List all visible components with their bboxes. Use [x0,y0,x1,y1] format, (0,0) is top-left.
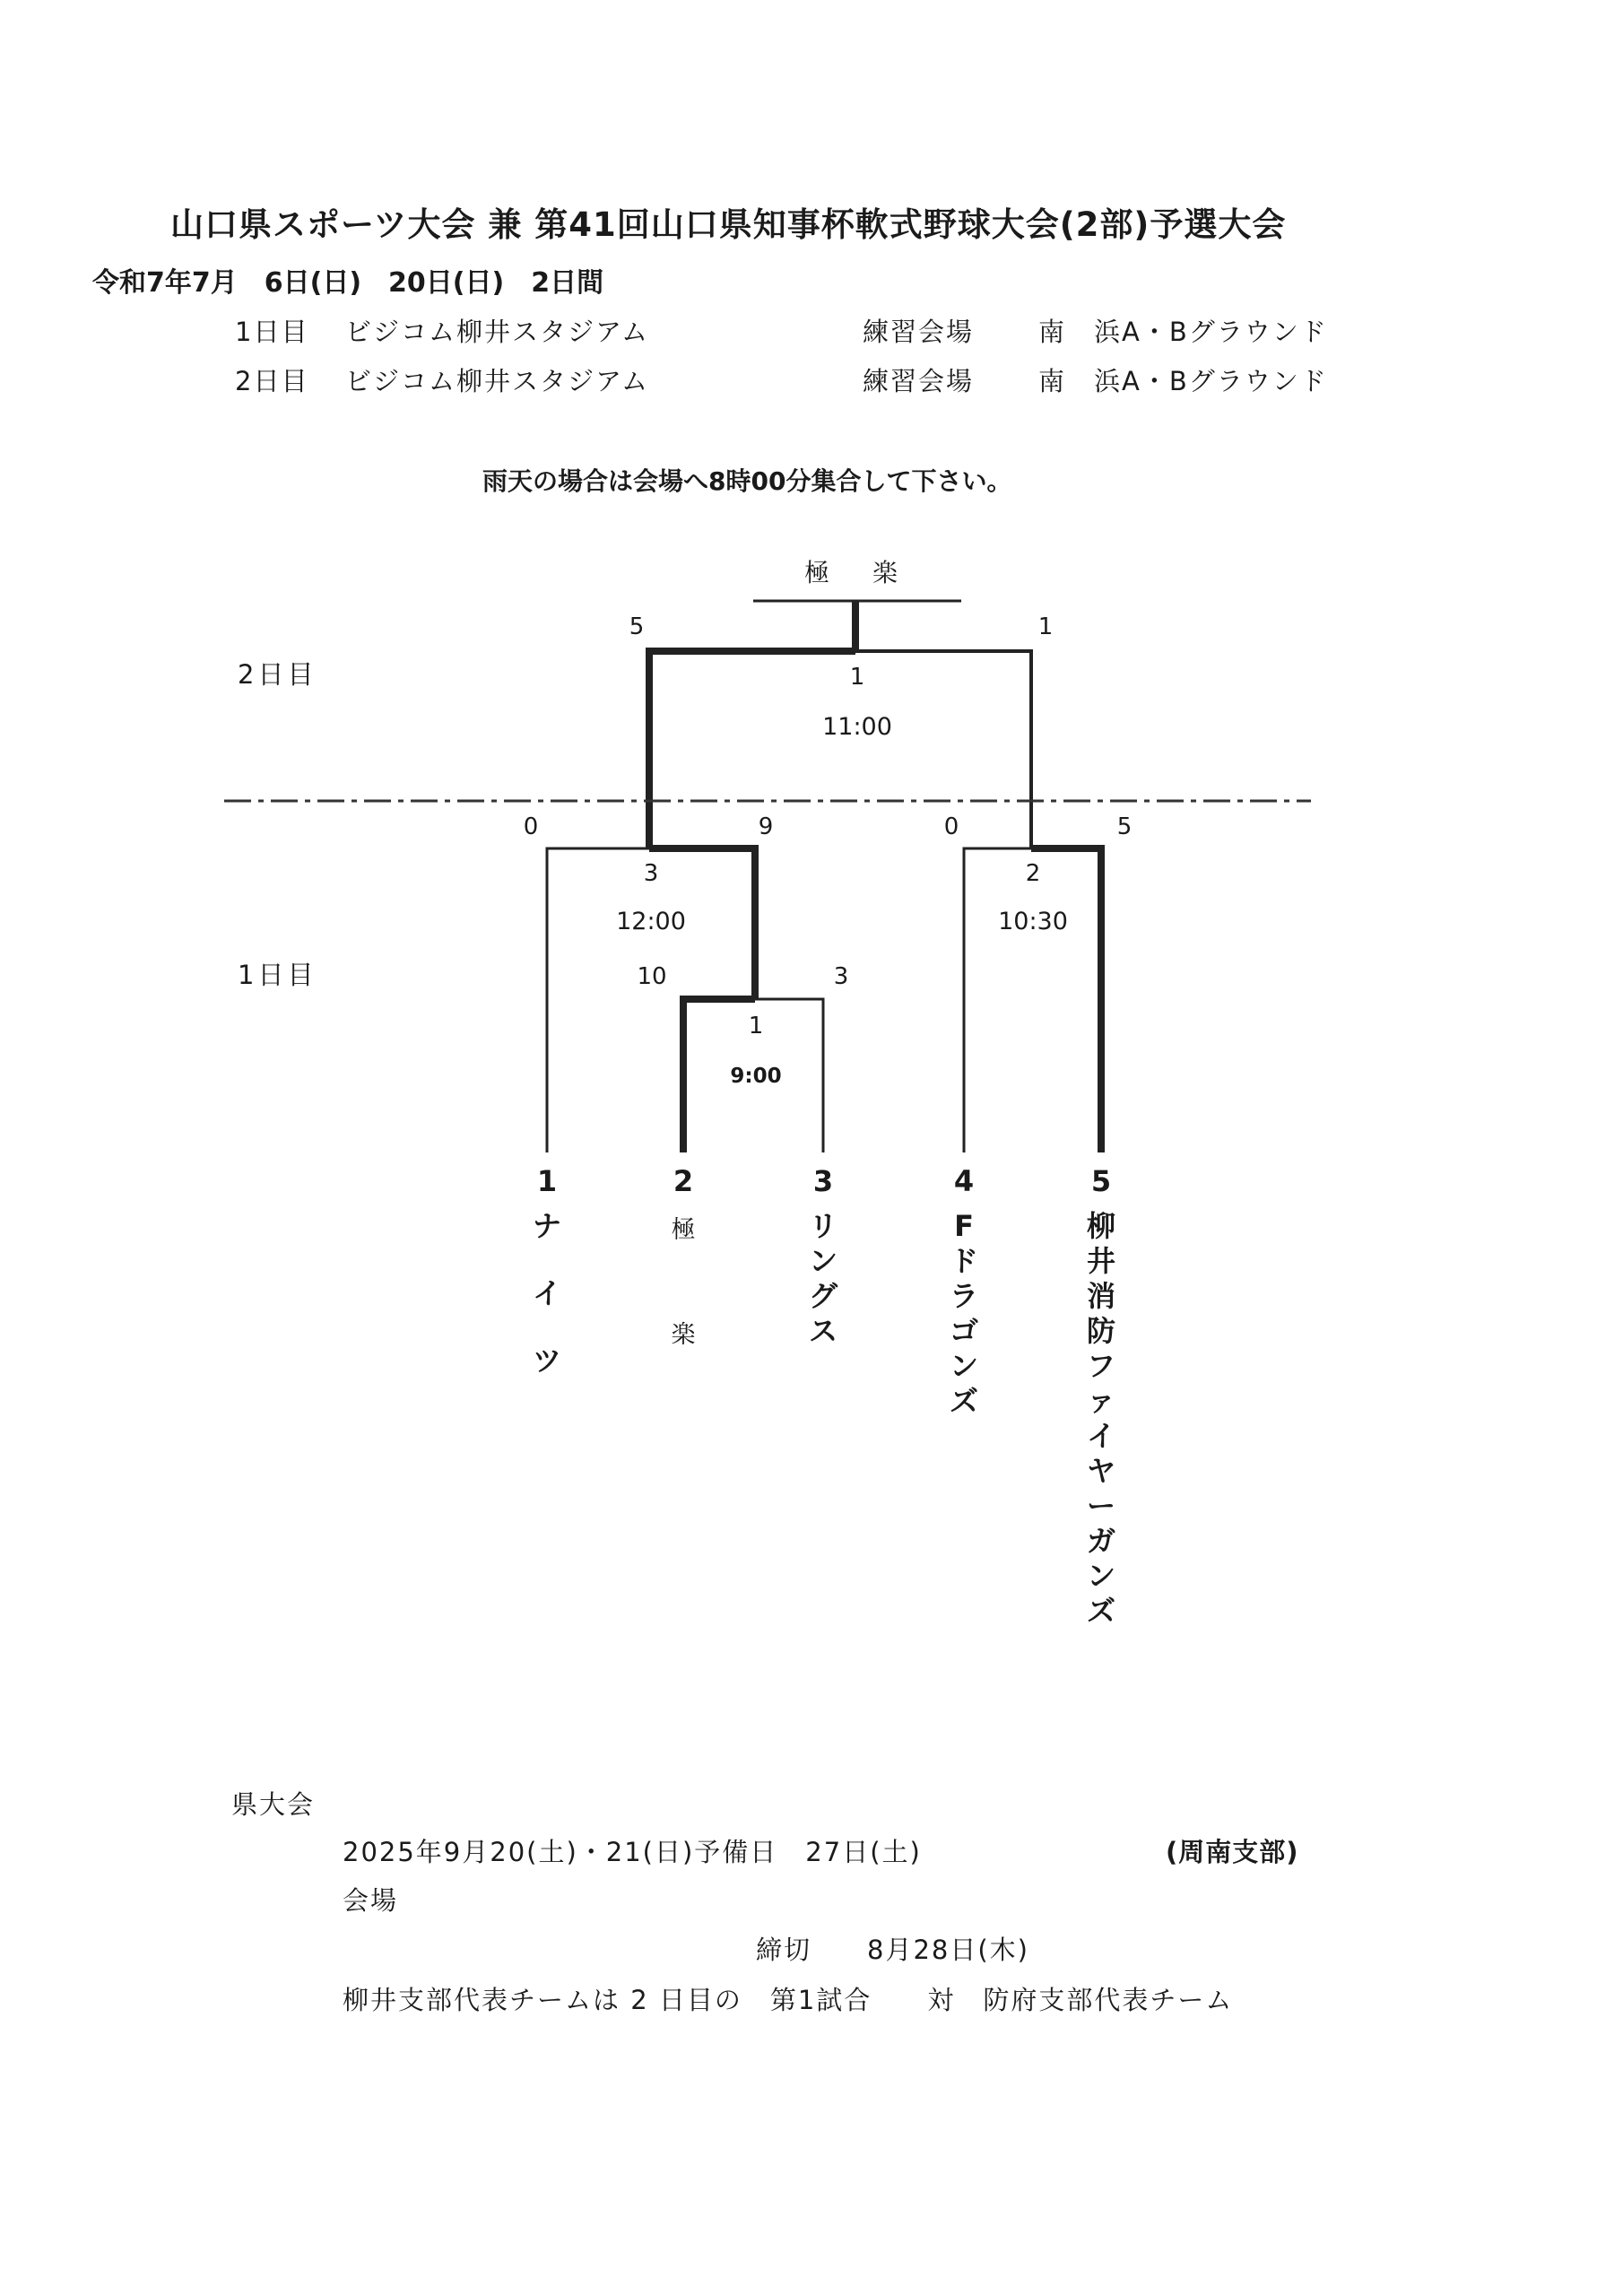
venue-day2-practice-label: 練習会場 [863,366,975,396]
team-2-name [672,1216,696,1349]
final-right-score: 1 [1037,613,1054,640]
game2-left-branch [964,848,1031,1152]
team-4-number: 4 [953,1164,975,1198]
team-name-char: ナ [532,1209,562,1243]
team-4-name [950,1209,978,1418]
final-left-branch [649,651,855,848]
team-name-char: ゴ [949,1314,979,1348]
game3-left-score: 0 [523,813,539,840]
game1-time: 9:00 [730,1065,782,1088]
venue-day1-stadium: ビジコム柳井スタジアム [345,317,649,347]
team-name-char: 井 [1086,1244,1116,1278]
final-time: 11:00 [822,713,892,741]
game3-right-score: 9 [758,813,774,840]
day1-label: 1日目 [238,960,317,990]
team-name-char: ラ [949,1279,979,1313]
team-name-char: ン [1086,1559,1116,1593]
team-name-char: イ [532,1276,562,1310]
team-name-char: ガ [1086,1524,1116,1558]
team-name-char: ド [949,1244,979,1278]
pref-branch: (周南支部) [1166,1837,1299,1867]
page-title: 山口県スポーツ大会 兼 第41回山口県知事杯軟式野球大会(2部)予選大会 [170,205,1287,244]
venue-day2-practice-place: 南 浜A・Bグラウンド [1038,366,1328,396]
team-name-char: ヤ [1086,1454,1116,1488]
team-name-char: ァ [1086,1384,1116,1418]
team-name-char: 極 [671,1216,696,1244]
team-name-char: ズ [949,1384,979,1418]
team-name-char: ン [949,1349,979,1383]
team-2-number: 2 [673,1164,694,1198]
game3-left-branch [547,848,649,1152]
game2-left-score: 0 [943,813,959,840]
event-dates: 令和7年7月 6日(日) 20日(日) 2日間 [92,267,604,299]
team-1-number: 1 [536,1164,558,1198]
representative-note: 柳井支部代表チームは 2 日目の 第1試合 対 防府支部代表チーム [343,1985,1234,2015]
venue-day1-practice-place: 南 浜A・Bグラウンド [1038,317,1328,347]
team-name-char: ン [808,1244,838,1278]
pref-tournament-dates: 2025年9月20(土)・21(日)予備日 27日(土) [343,1837,922,1867]
final-game-number: 1 [849,664,865,691]
team-name-char: ー [1086,1489,1116,1523]
team-name-char: 防 [1086,1314,1116,1348]
team-name-char: グ [808,1279,838,1313]
team-name-char: 消 [1086,1279,1116,1313]
pref-tournament-label: 県大会 [231,1789,316,1820]
tournament-bracket [0,538,1623,2170]
day2-label: 2日目 [238,659,317,690]
game3-time: 12:00 [616,908,686,935]
team-name-char: 楽 [671,1321,696,1349]
pref-venue-label: 会場 [343,1885,399,1916]
team-3-number: 3 [812,1164,834,1198]
game1-game-number: 1 [748,1013,764,1039]
team-name-char: ツ [532,1344,562,1378]
venue-day2-stadium: ビジコム柳井スタジアム [345,366,649,396]
entry-deadline: 締切 8月28日(木) [756,1935,1029,1965]
team-5-name [1087,1209,1115,1628]
game2-game-number: 2 [1025,860,1041,887]
venue-day1-practice-label: 練習会場 [863,317,975,347]
game3-game-number: 3 [643,860,659,887]
team-3-name [809,1209,838,1348]
venue-day2-label: 2日目 [235,366,309,396]
team-name-char: リ [808,1209,838,1243]
game2-right-branch [1031,848,1101,1152]
team-name-char: F [954,1209,974,1243]
game1-left-score: 10 [637,963,667,990]
venue-day1-label: 1日目 [235,317,309,347]
team-name-char: 柳 [1086,1209,1116,1243]
rain-notice: 雨天の場合は会場へ8時00分集合して下さい。 [482,466,1012,496]
game1-right-score: 3 [833,963,849,990]
game2-right-score: 5 [1116,813,1133,840]
champion-label: 極 楽 [803,558,907,587]
team-name-char: イ [1086,1419,1116,1453]
team-name-char: ズ [1086,1594,1116,1628]
team-name-char: フ [1086,1349,1116,1383]
game2-time: 10:30 [998,908,1068,935]
team-name-char: ス [808,1314,838,1348]
team-5-number: 5 [1090,1164,1112,1198]
final-left-score: 5 [629,613,645,640]
team-1-name [533,1209,561,1378]
